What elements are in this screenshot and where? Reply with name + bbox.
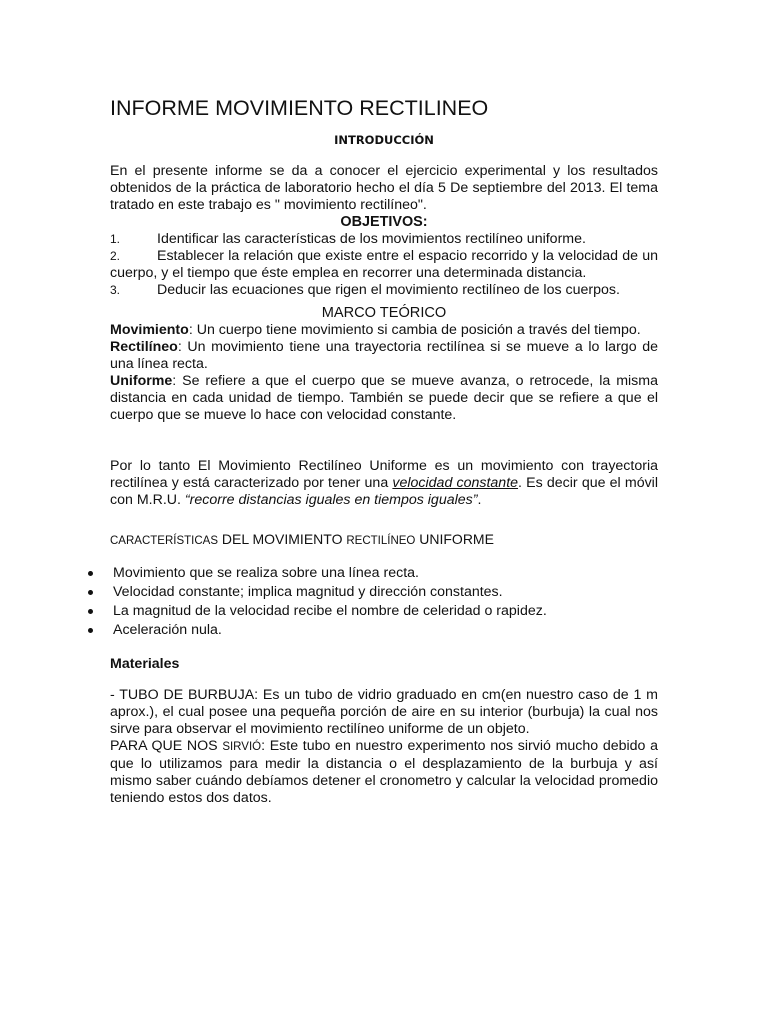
list-item (88, 602, 658, 621)
definition-text: : Un cuerpo tiene movimiento si cambia de posición a través del tiempo. (188, 322, 641, 338)
document-page (110, 94, 658, 807)
document-title: INFORME MOVIMIENTO RECTILINEO (110, 96, 489, 120)
heading-part: RECTILÍNEO (346, 535, 416, 547)
purpose-label: SIRVIÓ (222, 741, 262, 754)
objective-number: 3. (110, 283, 121, 297)
theory-heading: MARCO TEÓRICO (321, 305, 447, 321)
list-item (88, 564, 658, 583)
characteristics-heading (110, 531, 658, 550)
bullet-icon (88, 628, 93, 633)
purpose-label: PARA QUE NOS (110, 738, 223, 755)
definition-uniforme (110, 373, 658, 424)
materials-paragraph: - TUBO DE BURBUJA: Es un tubo de vidrio graduado en cm(en nuestro caso de 1 m aprox.), el cual posee una pequeña porción de aire en su interior (burbuja) la cual nos sirve para observar el movimiento rectilíneo uniforme de un objeto. (110, 687, 658, 738)
velocidad-constante-link[interactable]: velocidad constante (392, 475, 519, 491)
characteristics-list (88, 564, 658, 640)
heading-part: CARACTERÍSTICAS (110, 535, 218, 547)
objective-item (110, 231, 658, 248)
summary-paragraph (110, 458, 658, 509)
heading-part: DEL MOVIMIENTO (218, 531, 347, 547)
definition-movimiento (110, 322, 658, 339)
objective-text: Establecer la relación que existe entre el espacio recorrido y la velocidad de un cuerpo, y el tiempo que éste emplea en recorrer una determinada distancia. (110, 248, 658, 281)
purpose-text: : Este tubo en nuestro experimento nos sirvió mucho debido a que lo utilizamos para medir la distancia o el desplazamiento de la burbuja y así mismo saber cuándo debíamos detener el cronometro y calcular la velocidad promedio teniendo estos dos datos. (110, 738, 658, 807)
definition-text: : Se refiere a que el cuerpo que se mueve avanza, o retrocede, la misma distancia en cada unidad de tiempo. También se puede decir que se refiere a que el cuerpo que se mueve lo hace con velocidad constante. (110, 373, 658, 423)
heading-part: UNIFORME (415, 531, 494, 547)
definition-text: : Un movimiento tiene una trayectoria rectilínea si se mueve a lo largo de una línea recta. (110, 339, 658, 372)
definition-term: Movimiento (110, 322, 189, 338)
spacer (110, 424, 658, 458)
purpose-paragraph (110, 738, 658, 807)
intro-heading: INTRODUCCIÓN (334, 133, 434, 147)
objective-text: Deducir las ecuaciones que rigen el movimiento rectilíneo de los cuerpos. (157, 282, 620, 298)
definition-rectilineo (110, 339, 658, 373)
objective-number: 2. (110, 249, 121, 263)
objective-item (110, 282, 658, 299)
list-item (88, 621, 658, 640)
objective-text: Identificar las características de los movimientos rectilíneo uniforme. (157, 231, 586, 247)
bullet-icon (88, 590, 93, 595)
objectives-list (110, 231, 658, 299)
materials-heading: Materiales (110, 656, 180, 672)
summary-text: . Es decir que el móvil con M.R.U. (110, 475, 658, 508)
list-item-text: Velocidad constante; implica magnitud y dirección constantes. (113, 584, 503, 600)
list-item-text: Aceleración nula. (113, 622, 222, 638)
definition-term: Rectilíneo (110, 339, 178, 355)
objective-item (110, 248, 658, 282)
summary-text: Por lo tanto El Movimiento Rectilíneo Uniforme es un movimiento con trayectoria rectilínea y está caracterizado por tener una (110, 458, 658, 491)
list-item-text: La magnitud de la velocidad recibe el nombre de celeridad o rapidez. (113, 603, 547, 619)
definition-term: Uniforme (110, 373, 173, 389)
intro-paragraph: En el presente informe se da a conocer el ejercicio experimental y los resultados obtenidos de la práctica de laboratorio hecho el día 5 De septiembre del 2013. El tema tratado en este trabajo es " movimiento rectilíneo". (110, 163, 658, 213)
summary-quote: “recorre distancias iguales en tiempos iguales” (184, 492, 478, 508)
bullet-icon (88, 571, 93, 576)
list-item (88, 583, 658, 602)
objective-number: 1. (110, 232, 121, 246)
summary-text: . (477, 492, 482, 508)
objectives-heading: OBJETIVOS: (340, 214, 428, 230)
bullet-icon (88, 609, 93, 614)
list-item-text: Movimiento que se realiza sobre una línea recta. (113, 565, 419, 581)
